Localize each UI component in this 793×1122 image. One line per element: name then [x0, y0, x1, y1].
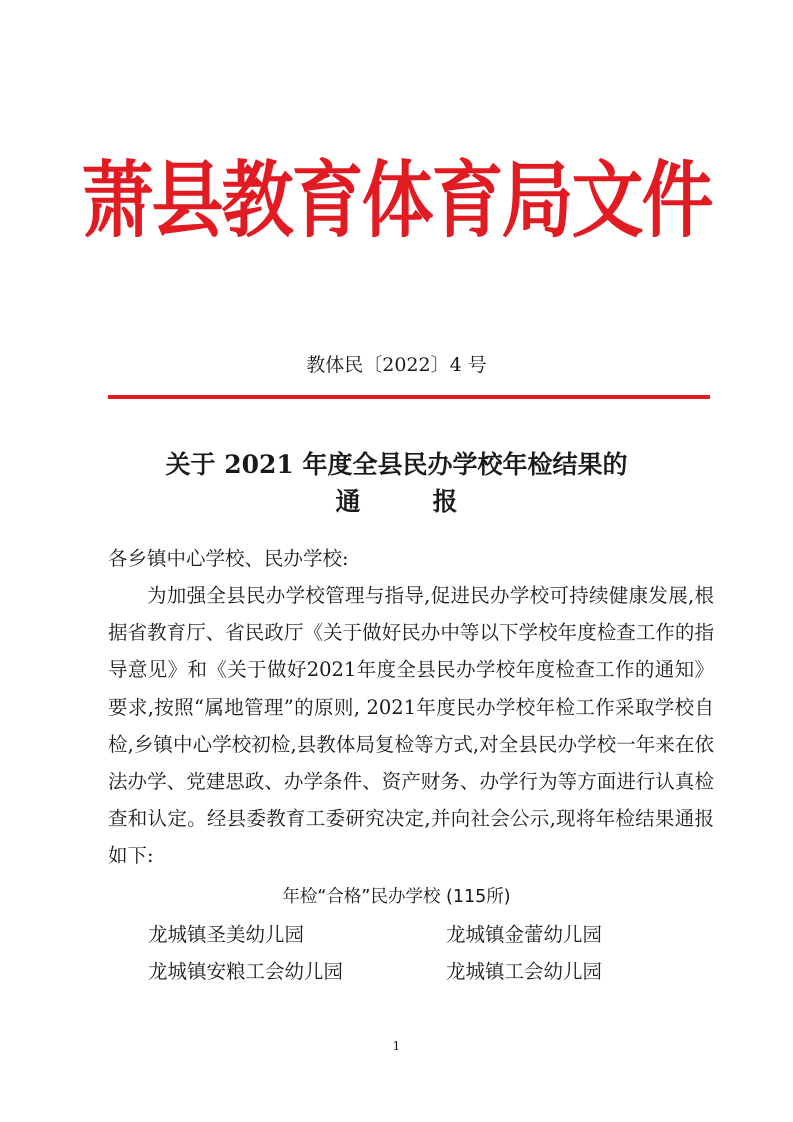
document-number: 教体民〔2022〕4 号: [306, 354, 487, 376]
document-header-title: 萧县教育体育局文件: [81, 151, 712, 249]
school-list-item: 龙城镇安粮工会幼儿园: [148, 960, 344, 983]
red-divider-rule: [108, 395, 710, 399]
school-list-item: 龙城镇工会幼儿园: [446, 960, 603, 983]
qualified-schools-heading: 年检“合格”民办学校 (115所): [282, 887, 511, 907]
school-list-item: 龙城镇金蕾幼儿园: [446, 923, 603, 946]
salutation: 各乡镇中心学校、民办学校:: [108, 547, 349, 570]
school-list-item: 龙城镇圣美幼儿园: [148, 923, 305, 946]
body-paragraph: 为加强全县民办学校管理与指导,促进民办学校可持续健康发展,根据省教育厅、省民政厅《关于做好民办中等以下学校年度检查工作的指导意见》和《关于做好2021年度全县民办学校年度检查工作的通知》要求,按照“属地管理”的原则, 2021年度民办学校年检工作采取学校自检,乡镇中心学校初检,县教体局复检等方式,对全县民办学校一年来在依法办学、党建思政、办学条件、资产财务、办学行为等方面进行认真检查和认定。经县委教育工委研究决定,并向社会公示,现将年检结果通报如下:: [108, 584, 714, 868]
page-number: 1: [392, 1039, 401, 1053]
notice-title-line-2: 通报: [335, 487, 530, 516]
notice-title-line-1: 关于 2021 年度全县民办学校年检结果的: [165, 450, 628, 479]
